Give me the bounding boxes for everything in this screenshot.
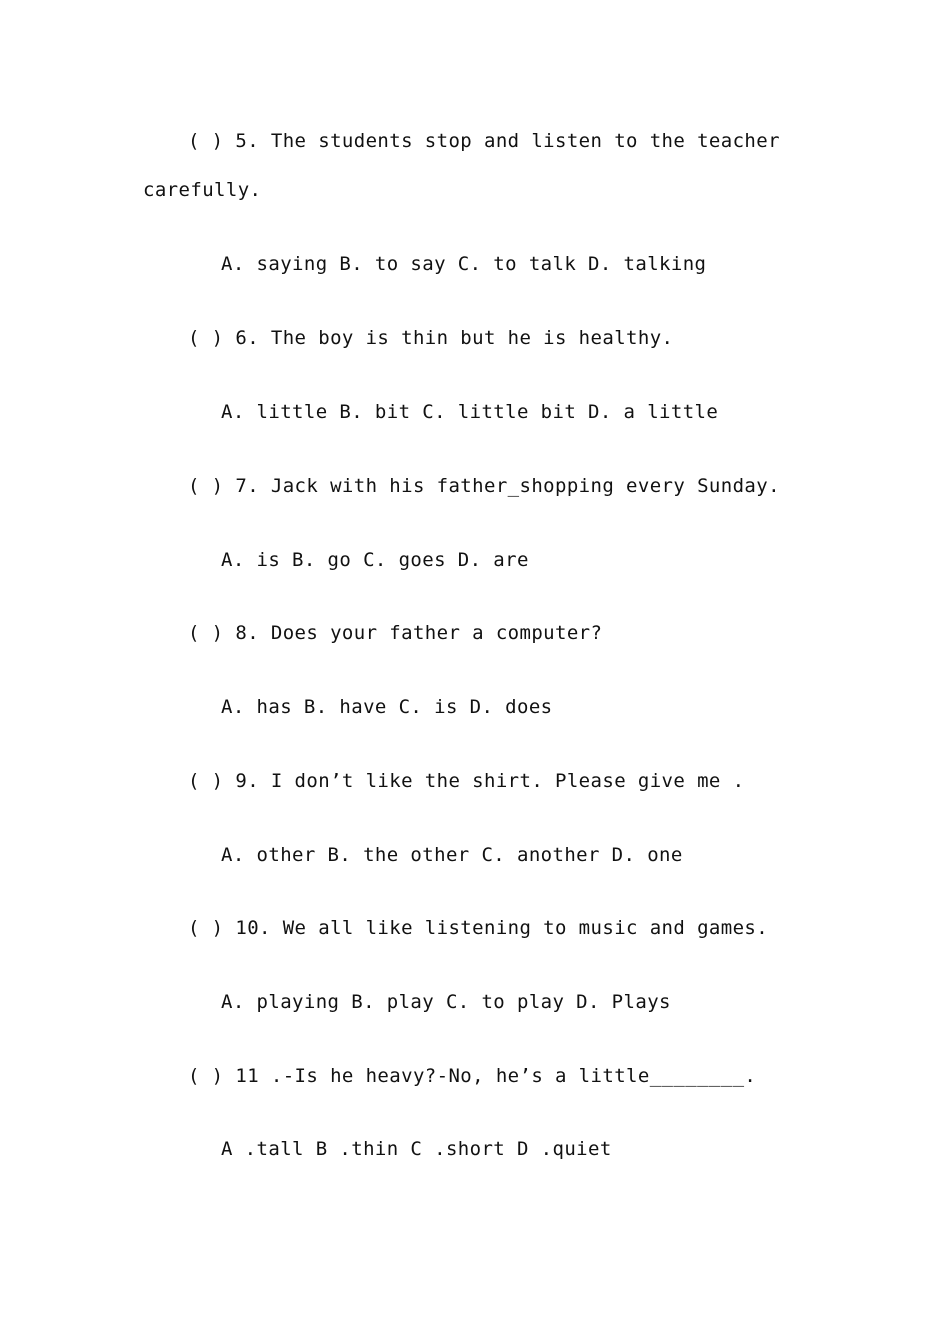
question-5-options: A. saying B. to say C. to talk D. talking [221,253,707,275]
question-9-options: A. other B. the other C. another D. one [221,844,683,866]
question-9-stem: ( ) 9. I don’t like the shirt. Please give me . [188,770,745,792]
question-5-stem-continuation: carefully. [143,179,262,201]
question-11-options: A .tall B .thin C .short D .quiet [221,1138,612,1160]
question-10-stem: ( ) 10. We all like listening to music and games. [188,917,769,939]
question-10-options: A. playing B. play C. to play D. Plays [221,991,671,1013]
question-6-options: A. little B. bit C. little bit D. a little [221,401,719,423]
question-7-stem: ( ) 7. Jack with his father_shopping every Sunday. [188,475,780,497]
question-11-stem: ( ) 11 .-Is he heavy?-No, he’s a little________. [188,1065,757,1087]
question-8-options: A. has B. have C. is D. does [221,696,553,718]
question-7-options: A. is B. go C. goes D. are [221,549,529,571]
question-8-stem: ( ) 8. Does your father a computer? [188,622,603,644]
question-5-stem: ( ) 5. The students stop and listen to the teacher [188,130,780,152]
question-6-stem: ( ) 6. The boy is thin but he is healthy. [188,327,674,349]
